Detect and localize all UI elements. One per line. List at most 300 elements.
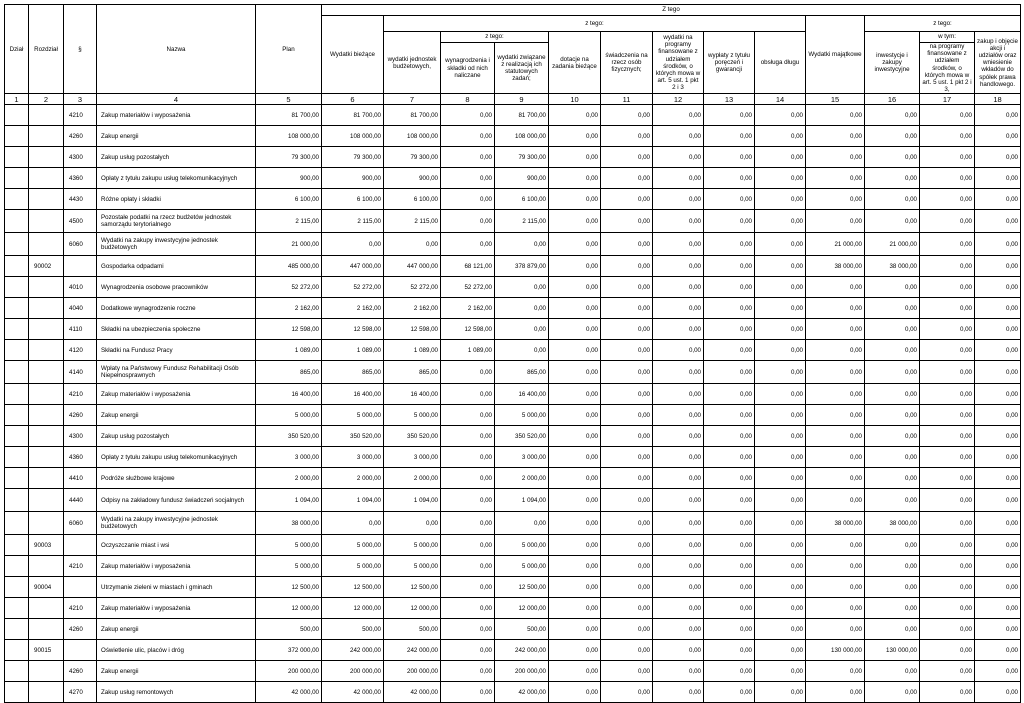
cell-value: 0,00 [920, 277, 975, 298]
table-row [5, 468, 1021, 489]
cell-value: 0,00 [920, 405, 975, 426]
cell-value: 0,00 [975, 682, 1021, 703]
table-row [5, 210, 1021, 233]
cell-value: 16 400,00 [384, 384, 441, 405]
cell-value: 3 000,00 [495, 447, 549, 468]
cell-rozdzial [29, 619, 64, 640]
cell-value: 0,00 [755, 189, 806, 210]
cell-rozdzial [29, 233, 64, 256]
column-number: 3 [64, 94, 97, 105]
cell-value: 3 000,00 [384, 447, 441, 468]
cell-rozdzial: 90004 [29, 577, 64, 598]
cell-value: 0,00 [653, 256, 704, 277]
cell-value: 0,00 [975, 468, 1021, 489]
column-number: 17 [920, 94, 975, 105]
cell-nazwa: Zakup energii [97, 619, 256, 640]
cell-value: 0,00 [549, 361, 601, 384]
cell-value: 0,00 [704, 105, 755, 126]
cell-value: 0,00 [920, 298, 975, 319]
table-row [5, 147, 1021, 168]
cell-value: 0,00 [704, 189, 755, 210]
cell-value: 6 100,00 [256, 189, 322, 210]
column-number: 1 [5, 94, 29, 105]
cell-value: 0,00 [975, 361, 1021, 384]
cell-nazwa: Zakup energii [97, 126, 256, 147]
cell-rozdzial [29, 277, 64, 298]
column-number: 14 [755, 94, 806, 105]
cell-value: 2 000,00 [322, 468, 384, 489]
col-obsluga: obsługa długu [755, 32, 806, 94]
cell-value: 0,00 [549, 468, 601, 489]
cell-value: 0,00 [653, 640, 704, 661]
cell-value: 900,00 [322, 168, 384, 189]
col-swiadczenia: świadczenia na rzecz osób fizycznych; [601, 32, 653, 94]
cell-value: 865,00 [256, 361, 322, 384]
cell-value: 0,00 [920, 447, 975, 468]
cell-value: 0,00 [806, 126, 865, 147]
cell-value: 0,00 [755, 598, 806, 619]
cell-value: 0,00 [653, 556, 704, 577]
cell-value: 0,00 [755, 619, 806, 640]
cell-value: 350 520,00 [256, 426, 322, 447]
cell-value: 0,00 [549, 619, 601, 640]
cell-value: 0,00 [704, 512, 755, 535]
cell-value: 12 500,00 [384, 577, 441, 598]
cell-value: 5 000,00 [495, 405, 549, 426]
cell-value: 0,00 [865, 189, 920, 210]
cell-value: 0,00 [653, 661, 704, 682]
col-statutowe: wydatki związane z realizacją ich statutowych zadań; [495, 43, 549, 94]
cell-value: 0,00 [975, 298, 1021, 319]
cell-value: 0,00 [920, 210, 975, 233]
cell-value: 0,00 [920, 535, 975, 556]
cell-value: 0,00 [653, 619, 704, 640]
cell-value: 485 000,00 [256, 256, 322, 277]
cell-value: 0,00 [806, 619, 865, 640]
cell-value: 0,00 [806, 489, 865, 512]
cell-value: 447 000,00 [384, 256, 441, 277]
cell-value: 0,00 [806, 147, 865, 168]
cell-rozdzial [29, 489, 64, 512]
cell-value: 42 000,00 [384, 682, 441, 703]
cell-value: 81 700,00 [384, 105, 441, 126]
cell-value: 200 000,00 [384, 661, 441, 682]
cell-dzial [5, 405, 29, 426]
cell-value: 0,00 [755, 168, 806, 189]
column-number: 12 [653, 94, 704, 105]
cell-value: 0,00 [601, 489, 653, 512]
cell-value: 0,00 [755, 319, 806, 340]
cell-value: 0,00 [920, 598, 975, 619]
cell-value: 350 520,00 [384, 426, 441, 447]
cell-value: 0,00 [755, 105, 806, 126]
column-number: 15 [806, 94, 865, 105]
cell-dzial [5, 535, 29, 556]
cell-paragraph: 4440 [64, 489, 97, 512]
cell-rozdzial [29, 147, 64, 168]
cell-value: 0,00 [704, 405, 755, 426]
cell-value: 12 000,00 [384, 598, 441, 619]
cell-value: 21 000,00 [256, 233, 322, 256]
cell-value: 0,00 [549, 168, 601, 189]
cell-value: 108 000,00 [384, 126, 441, 147]
cell-value: 378 879,00 [495, 256, 549, 277]
cell-value: 0,00 [549, 126, 601, 147]
cell-dzial [5, 298, 29, 319]
cell-value: 0,00 [653, 126, 704, 147]
cell-value: 0,00 [755, 661, 806, 682]
cell-value: 0,00 [920, 340, 975, 361]
cell-value: 0,00 [755, 147, 806, 168]
cell-value: 0,00 [549, 189, 601, 210]
cell-value: 0,00 [920, 256, 975, 277]
cell-rozdzial: 90003 [29, 535, 64, 556]
cell-value: 5 000,00 [322, 405, 384, 426]
cell-value: 0,00 [865, 447, 920, 468]
cell-value: 0,00 [601, 189, 653, 210]
cell-value: 0,00 [975, 210, 1021, 233]
cell-value: 0,00 [653, 447, 704, 468]
col-dzial: Dział [5, 5, 29, 94]
cell-value: 0,00 [806, 577, 865, 598]
cell-value: 0,00 [601, 661, 653, 682]
cell-rozdzial [29, 468, 64, 489]
cell-value: 0,00 [601, 384, 653, 405]
cell-value: 2 162,00 [322, 298, 384, 319]
cell-value: 0,00 [975, 277, 1021, 298]
cell-value: 0,00 [653, 168, 704, 189]
cell-paragraph: 4260 [64, 661, 97, 682]
cell-value: 0,00 [704, 556, 755, 577]
cell-paragraph: 4360 [64, 447, 97, 468]
cell-value: 0,00 [601, 512, 653, 535]
col-dotacje: dotacje na zadania bieżące [549, 32, 601, 94]
cell-value: 0,00 [441, 682, 495, 703]
cell-value: 0,00 [975, 577, 1021, 598]
cell-value: 81 700,00 [256, 105, 322, 126]
cell-paragraph: 4040 [64, 298, 97, 319]
cell-value: 900,00 [495, 168, 549, 189]
cell-paragraph: 4270 [64, 682, 97, 703]
cell-value: 500,00 [495, 619, 549, 640]
cell-value: 0,00 [865, 426, 920, 447]
cell-value: 0,00 [441, 535, 495, 556]
cell-nazwa: Składki na Fundusz Pracy [97, 340, 256, 361]
cell-value: 0,00 [865, 210, 920, 233]
cell-nazwa: Zakup energii [97, 405, 256, 426]
cell-value: 0,00 [865, 489, 920, 512]
cell-rozdzial [29, 384, 64, 405]
column-number: 16 [865, 94, 920, 105]
cell-value: 0,00 [920, 468, 975, 489]
cell-value: 0,00 [920, 361, 975, 384]
cell-nazwa: Oświetlenie ulic, placów i dróg [97, 640, 256, 661]
cell-value: 242 000,00 [495, 640, 549, 661]
cell-value: 0,00 [441, 189, 495, 210]
cell-nazwa: Zakup materiałów i wyposażenia [97, 105, 256, 126]
cell-value: 0,00 [601, 556, 653, 577]
cell-value: 42 000,00 [495, 682, 549, 703]
cell-value: 0,00 [806, 661, 865, 682]
cell-value: 0,00 [755, 682, 806, 703]
cell-value: 0,00 [865, 535, 920, 556]
cell-value: 12 500,00 [322, 577, 384, 598]
cell-rozdzial [29, 361, 64, 384]
cell-value: 2 000,00 [495, 468, 549, 489]
cell-value: 900,00 [384, 168, 441, 189]
cell-value: 0,00 [755, 277, 806, 298]
cell-value: 16 400,00 [322, 384, 384, 405]
cell-value: 6 100,00 [384, 189, 441, 210]
cell-value: 130 000,00 [865, 640, 920, 661]
cell-value: 6 100,00 [495, 189, 549, 210]
cell-value: 12 500,00 [495, 577, 549, 598]
cell-value: 0,00 [806, 556, 865, 577]
cell-value: 0,00 [495, 340, 549, 361]
table-row [5, 447, 1021, 468]
cell-value: 0,00 [865, 468, 920, 489]
cell-value: 1 089,00 [441, 340, 495, 361]
cell-value: 0,00 [806, 468, 865, 489]
cell-value: 0,00 [920, 147, 975, 168]
cell-value: 12 598,00 [256, 319, 322, 340]
table-row [5, 233, 1021, 256]
cell-value: 2 115,00 [322, 210, 384, 233]
cell-dzial [5, 256, 29, 277]
cell-paragraph: 4300 [64, 147, 97, 168]
cell-paragraph: 4360 [64, 168, 97, 189]
cell-value: 0,00 [865, 277, 920, 298]
cell-value: 0,00 [704, 256, 755, 277]
cell-nazwa: Pozostałe podatki na rzecz budżetów jednostek samorządu terytorialnego [97, 210, 256, 233]
cell-value: 1 094,00 [256, 489, 322, 512]
cell-paragraph: 4210 [64, 384, 97, 405]
cell-value: 0,00 [601, 147, 653, 168]
cell-value: 0,00 [441, 577, 495, 598]
table-body [5, 105, 1021, 703]
cell-nazwa: Różne opłaty i składki [97, 189, 256, 210]
cell-value: 0,00 [920, 512, 975, 535]
cell-value: 0,00 [704, 126, 755, 147]
cell-value: 108 000,00 [322, 126, 384, 147]
cell-value: 0,00 [704, 147, 755, 168]
cell-value: 0,00 [865, 661, 920, 682]
cell-value: 0,00 [549, 426, 601, 447]
cell-nazwa: Zakup materiałów i wyposażenia [97, 556, 256, 577]
cell-dzial [5, 277, 29, 298]
cell-value: 1 094,00 [322, 489, 384, 512]
col-paragraph: § [64, 5, 97, 94]
cell-value: 12 598,00 [322, 319, 384, 340]
cell-value: 0,00 [549, 233, 601, 256]
cell-value: 0,00 [601, 619, 653, 640]
column-number: 6 [322, 94, 384, 105]
cell-value: 0,00 [975, 168, 1021, 189]
cell-paragraph [64, 535, 97, 556]
cell-value: 0,00 [806, 319, 865, 340]
cell-value: 79 300,00 [256, 147, 322, 168]
cell-value: 0,00 [806, 168, 865, 189]
cell-value: 0,00 [755, 489, 806, 512]
cell-value: 0,00 [975, 535, 1021, 556]
table-row [5, 256, 1021, 277]
cell-paragraph: 4210 [64, 556, 97, 577]
cell-value: 0,00 [653, 512, 704, 535]
cell-nazwa: Zakup usług pozostałych [97, 426, 256, 447]
cell-value: 0,00 [549, 147, 601, 168]
col-nazwa: Nazwa [97, 5, 256, 94]
cell-nazwa: Zakup materiałów i wyposażenia [97, 384, 256, 405]
cell-dzial [5, 682, 29, 703]
cell-value: 38 000,00 [806, 512, 865, 535]
cell-value: 0,00 [975, 340, 1021, 361]
cell-dzial [5, 577, 29, 598]
cell-value: 0,00 [601, 682, 653, 703]
cell-rozdzial [29, 298, 64, 319]
cell-value: 0,00 [653, 426, 704, 447]
cell-value: 0,00 [653, 319, 704, 340]
cell-value: 0,00 [755, 361, 806, 384]
cell-value: 0,00 [755, 447, 806, 468]
cell-value: 0,00 [601, 468, 653, 489]
cell-value: 81 700,00 [322, 105, 384, 126]
cell-dzial [5, 105, 29, 126]
cell-value: 0,00 [549, 277, 601, 298]
col-programy: wydatki na programy finansowane z udziałem środków, o których mowa w art. 5 ust. 1 pkt 2 i 3 [653, 32, 704, 94]
col-ztego-3: z tego: [441, 32, 549, 43]
cell-value: 0,00 [755, 384, 806, 405]
cell-value: 2 162,00 [441, 298, 495, 319]
cell-value: 2 115,00 [495, 210, 549, 233]
cell-rozdzial [29, 447, 64, 468]
cell-rozdzial [29, 126, 64, 147]
cell-paragraph: 4410 [64, 468, 97, 489]
cell-value: 0,00 [755, 426, 806, 447]
cell-value: 900,00 [256, 168, 322, 189]
cell-value: 0,00 [601, 256, 653, 277]
cell-value: 108 000,00 [495, 126, 549, 147]
cell-value: 0,00 [704, 277, 755, 298]
cell-dzial [5, 489, 29, 512]
cell-value: 0,00 [975, 384, 1021, 405]
cell-value: 21 000,00 [806, 233, 865, 256]
cell-paragraph: 6060 [64, 512, 97, 535]
cell-value: 16 400,00 [256, 384, 322, 405]
cell-value: 0,00 [806, 598, 865, 619]
cell-value: 0,00 [865, 126, 920, 147]
cell-rozdzial [29, 168, 64, 189]
table-row [5, 298, 1021, 319]
cell-value: 200 000,00 [322, 661, 384, 682]
cell-value: 0,00 [653, 210, 704, 233]
cell-value: 0,00 [755, 405, 806, 426]
cell-value: 0,00 [975, 147, 1021, 168]
col-plan: Plan [256, 5, 322, 94]
cell-value: 0,00 [920, 384, 975, 405]
cell-value: 0,00 [704, 468, 755, 489]
cell-value: 0,00 [865, 619, 920, 640]
cell-value: 0,00 [549, 640, 601, 661]
cell-dzial [5, 233, 29, 256]
cell-value: 0,00 [704, 661, 755, 682]
cell-rozdzial [29, 319, 64, 340]
cell-value: 0,00 [806, 426, 865, 447]
cell-value: 38 000,00 [806, 256, 865, 277]
cell-value: 0,00 [704, 577, 755, 598]
cell-value: 0,00 [920, 640, 975, 661]
col-inwestycje: inwestycje i zakupy inwestycyjne [865, 32, 920, 94]
cell-value: 242 000,00 [322, 640, 384, 661]
cell-value: 0,00 [920, 233, 975, 256]
col-wydatki-biezace: Wydatki bieżące [322, 16, 384, 94]
cell-value: 0,00 [865, 556, 920, 577]
cell-value: 0,00 [975, 512, 1021, 535]
cell-value: 0,00 [601, 233, 653, 256]
cell-value: 108 000,00 [256, 126, 322, 147]
cell-value: 0,00 [704, 384, 755, 405]
cell-value: 0,00 [601, 577, 653, 598]
cell-nazwa: Zakup energii [97, 661, 256, 682]
cell-value: 0,00 [549, 512, 601, 535]
cell-paragraph: 4210 [64, 598, 97, 619]
cell-value: 0,00 [495, 512, 549, 535]
cell-value: 0,00 [549, 405, 601, 426]
cell-value: 0,00 [549, 682, 601, 703]
cell-value: 0,00 [495, 233, 549, 256]
cell-value: 0,00 [806, 361, 865, 384]
cell-value: 0,00 [441, 105, 495, 126]
column-number: 5 [256, 94, 322, 105]
cell-value: 21 000,00 [865, 233, 920, 256]
cell-value: 0,00 [975, 319, 1021, 340]
cell-rozdzial [29, 556, 64, 577]
cell-nazwa: Utrzymanie zieleni w miastach i gminach [97, 577, 256, 598]
cell-value: 5 000,00 [384, 556, 441, 577]
cell-paragraph: 6060 [64, 233, 97, 256]
table-row [5, 361, 1021, 384]
cell-value: 1 094,00 [495, 489, 549, 512]
cell-value: 0,00 [865, 361, 920, 384]
cell-value: 0,00 [975, 256, 1021, 277]
cell-dzial [5, 384, 29, 405]
cell-value: 68 121,00 [441, 256, 495, 277]
cell-value: 0,00 [653, 298, 704, 319]
cell-value: 0,00 [704, 168, 755, 189]
cell-value: 0,00 [975, 661, 1021, 682]
cell-value: 865,00 [495, 361, 549, 384]
cell-value: 79 300,00 [322, 147, 384, 168]
cell-value: 242 000,00 [384, 640, 441, 661]
cell-value: 865,00 [322, 361, 384, 384]
cell-rozdzial [29, 189, 64, 210]
cell-dzial [5, 556, 29, 577]
cell-value: 0,00 [704, 640, 755, 661]
cell-value: 0,00 [865, 405, 920, 426]
cell-value: 5 000,00 [256, 535, 322, 556]
cell-value: 0,00 [441, 556, 495, 577]
table-row [5, 661, 1021, 682]
cell-value: 5 000,00 [256, 405, 322, 426]
col-wyd-jedn: wydatki jednostek budżetowych, [384, 32, 441, 94]
cell-value: 0,00 [653, 577, 704, 598]
cell-value: 5 000,00 [495, 535, 549, 556]
col-wynagrodzenia: wynagrodzenia i składki od nich naliczane [441, 43, 495, 94]
cell-value: 52 272,00 [322, 277, 384, 298]
cell-value: 350 520,00 [322, 426, 384, 447]
cell-value: 38 000,00 [256, 512, 322, 535]
cell-paragraph: 4120 [64, 340, 97, 361]
column-number: 7 [384, 94, 441, 105]
